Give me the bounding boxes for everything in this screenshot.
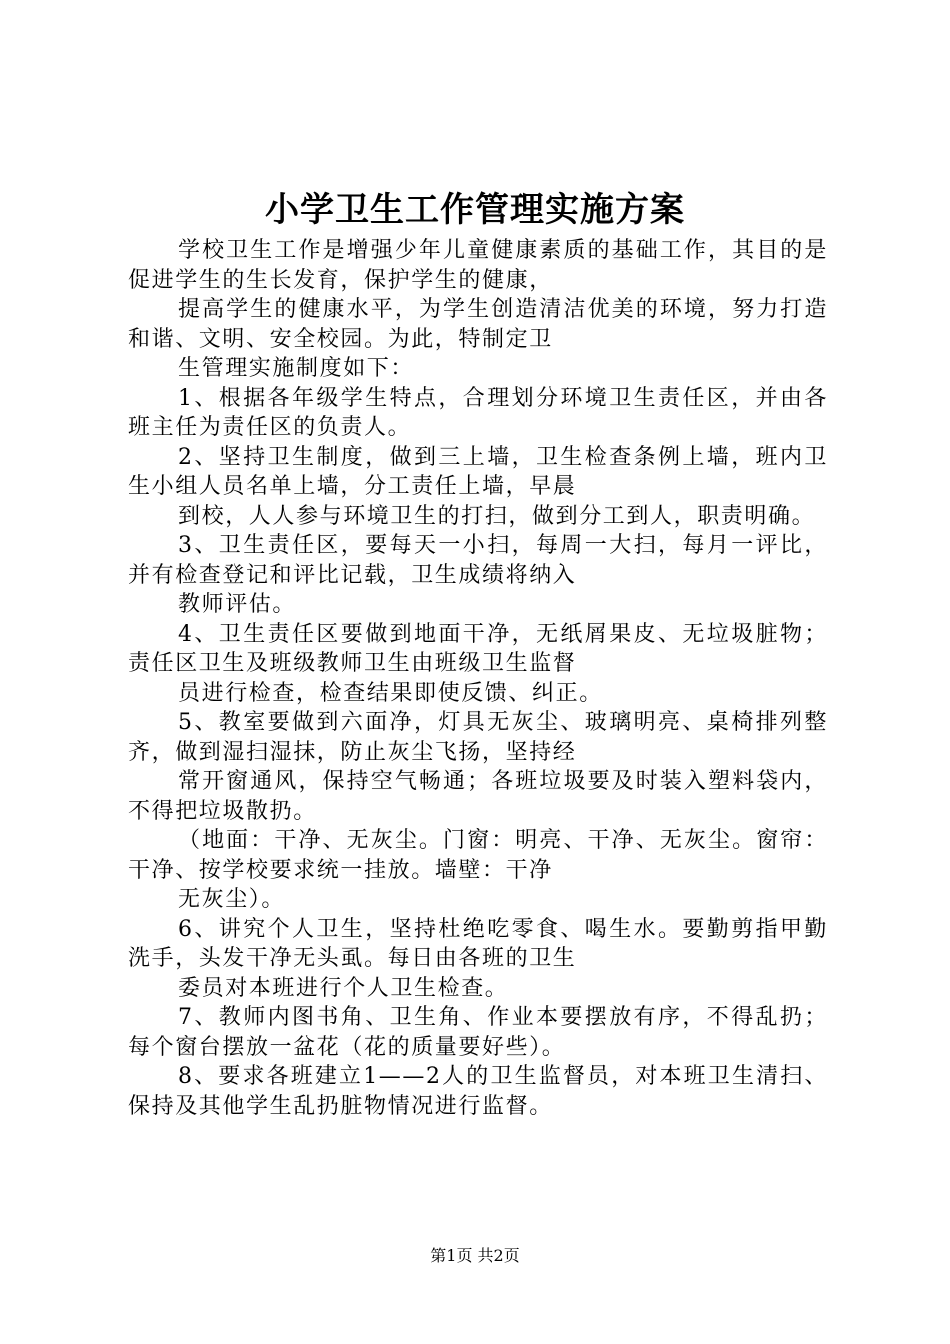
page-number: 第1页 共2页 xyxy=(430,1246,520,1265)
document-title: 小学卫生工作管理实施方案 xyxy=(265,190,685,230)
paragraph: （地面：干净、无灰尘。门窗：明亮、干净、无灰尘。窗帘：干净、按学校要求统一挂放。墙壁：干净 xyxy=(128,828,828,883)
paragraph: 5、教室要做到六面净，灯具无灰尘、玻璃明亮、桌椅排列整齐，做到湿扫湿抹，防止灰尘飞扬，坚持经 xyxy=(128,710,828,765)
paragraph: 1、根据各年级学生特点，合理划分环境卫生责任区，并由各班主任为责任区的负责人。 xyxy=(128,385,828,440)
paragraph: 8、要求各班建立1——2人的卫生监督员，对本班卫生清扫、保持及其他学生乱扔脏物情况进行监督。 xyxy=(128,1064,828,1119)
paragraph: 6、讲究个人卫生，坚持杜绝吃零食、喝生水。要勤剪指甲勤洗手，头发干净无头虱。每日由各班的卫生 xyxy=(128,916,828,971)
paragraph: 员进行检查，检查结果即使反馈、纠正。 xyxy=(178,680,603,706)
paragraph: 3、卫生责任区，要每天一小扫，每周一大扫，每月一评比，并有检查登记和评比记载，卫生成绩将纳入 xyxy=(128,533,828,588)
page-footer xyxy=(0,1244,950,1268)
paragraph: 教师评估。 xyxy=(178,592,297,617)
paragraph: 7、教师内图书角、卫生角、作业本要摆放有序，不得乱扔；每个窗台摆放一盆花（花的质量要好些）。 xyxy=(128,1005,828,1060)
paragraph: 4、卫生责任区要做到地面干净，无纸屑果皮、无垃圾脏物；责任区卫生及班级教师卫生由班级卫生监督 xyxy=(128,621,828,676)
paragraph: 提高学生的健康水平，为学生创造清洁优美的环境，努力打造和谐、文明、安全校园。为此，特制定卫 xyxy=(128,297,828,352)
paragraph: 2、坚持卫生制度，做到三上墙，卫生检查条例上墙，班内卫生小组人员名单上墙，分工责任上墙，早晨 xyxy=(128,444,828,499)
document-body xyxy=(128,236,828,1121)
paragraph: 常开窗通风，保持空气畅通；各班垃圾要及时装入塑料袋内，不得把垃圾散扔。 xyxy=(128,769,828,824)
paragraph: 生管理实施制度如下： xyxy=(178,356,415,381)
paragraph: 学校卫生工作是增强少年儿童健康素质的基础工作，其目的是促进学生的生长发育，保护学生的健康， xyxy=(128,238,828,293)
paragraph: 无灰尘）。 xyxy=(178,887,286,912)
paragraph: 委员对本班进行个人卫生检查。 xyxy=(178,975,509,1001)
paragraph: 到校，人人参与环境卫生的打扫，做到分工到人，职责明确。 xyxy=(178,503,816,529)
